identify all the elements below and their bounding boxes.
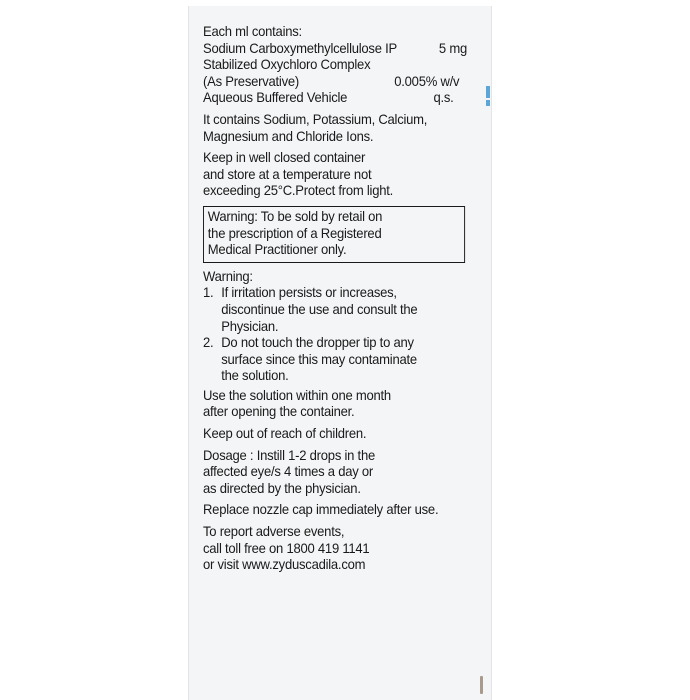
dosage-text: Dosage : Instill 1-2 drops in the	[203, 447, 375, 463]
warning-item-number: 1.	[203, 285, 214, 301]
warning-item-line: discontinue the use and consult the	[221, 301, 418, 317]
ingredient-name: (As Preservative)	[203, 73, 299, 89]
blue-accent-mark	[486, 100, 490, 106]
ingredient-name: Stabilized Oxychloro Complex	[203, 57, 371, 73]
storage-text: exceeding 25°C.Protect from light.	[203, 183, 394, 199]
ingredient-name: Aqueous Buffered Vehicle	[203, 90, 348, 106]
dosage-text: as directed by the physician.	[203, 480, 361, 496]
warning-item-line: Physician.	[221, 318, 279, 334]
nozzle-instruction: Replace nozzle cap immediately after use.	[203, 502, 439, 518]
usage-period-text: after opening the container.	[203, 404, 355, 420]
children-warning: Keep out of reach of children.	[203, 426, 367, 442]
boxed-warning-line: Medical Practitioner only.	[207, 242, 347, 258]
ions-text: It contains Sodium, Potassium, Calcium,	[203, 111, 428, 127]
ingredient-row	[203, 90, 467, 107]
warning-item-line: the solution.	[221, 368, 289, 384]
warning-item	[203, 285, 467, 335]
report-text: call toll free on 1800 419 1141	[203, 540, 370, 556]
storage-text: and store at a temperature not	[203, 166, 372, 182]
boxed-warning-line: Warning: To be sold by retail on	[207, 208, 383, 224]
report-text: To report adverse events,	[203, 524, 345, 540]
storage-text: Keep in well closed container	[203, 150, 366, 166]
ingredient-row	[203, 41, 467, 58]
dosage-text: affected eye/s 4 times a day or	[203, 464, 374, 480]
warning-item-line: surface since this may contaminate	[221, 351, 417, 367]
report-text: or visit www.zyduscadila.com	[203, 557, 366, 573]
blue-accent-mark	[486, 86, 490, 98]
ingredient-row	[203, 74, 467, 91]
ingredient-row	[203, 57, 467, 74]
ingredient-name: Sodium Carboxymethylcellulose IP	[203, 40, 397, 56]
warning-item-line: If irritation persists or increases,	[221, 285, 397, 301]
ingredient-amount: q.s.	[433, 90, 454, 106]
warning-item-number: 2.	[203, 335, 214, 351]
carton-edge-mark	[480, 676, 483, 694]
ions-text: Magnesium and Chloride Ions.	[203, 128, 374, 144]
ingredient-amount: 5 mg	[438, 40, 467, 56]
usage-period-text: Use the solution within one month	[203, 387, 391, 403]
warning-item	[203, 335, 467, 385]
warning-item-line: Do not touch the dropper tip to any	[221, 335, 414, 351]
product-label-text	[203, 24, 467, 574]
boxed-warning-line: the prescription of a Registered	[207, 225, 382, 241]
ingredient-amount: 0.005% w/v	[394, 73, 460, 89]
composition-heading: Each ml contains:	[203, 24, 302, 39]
prescription-warning-box	[203, 206, 465, 263]
warning-heading: Warning:	[203, 268, 253, 284]
